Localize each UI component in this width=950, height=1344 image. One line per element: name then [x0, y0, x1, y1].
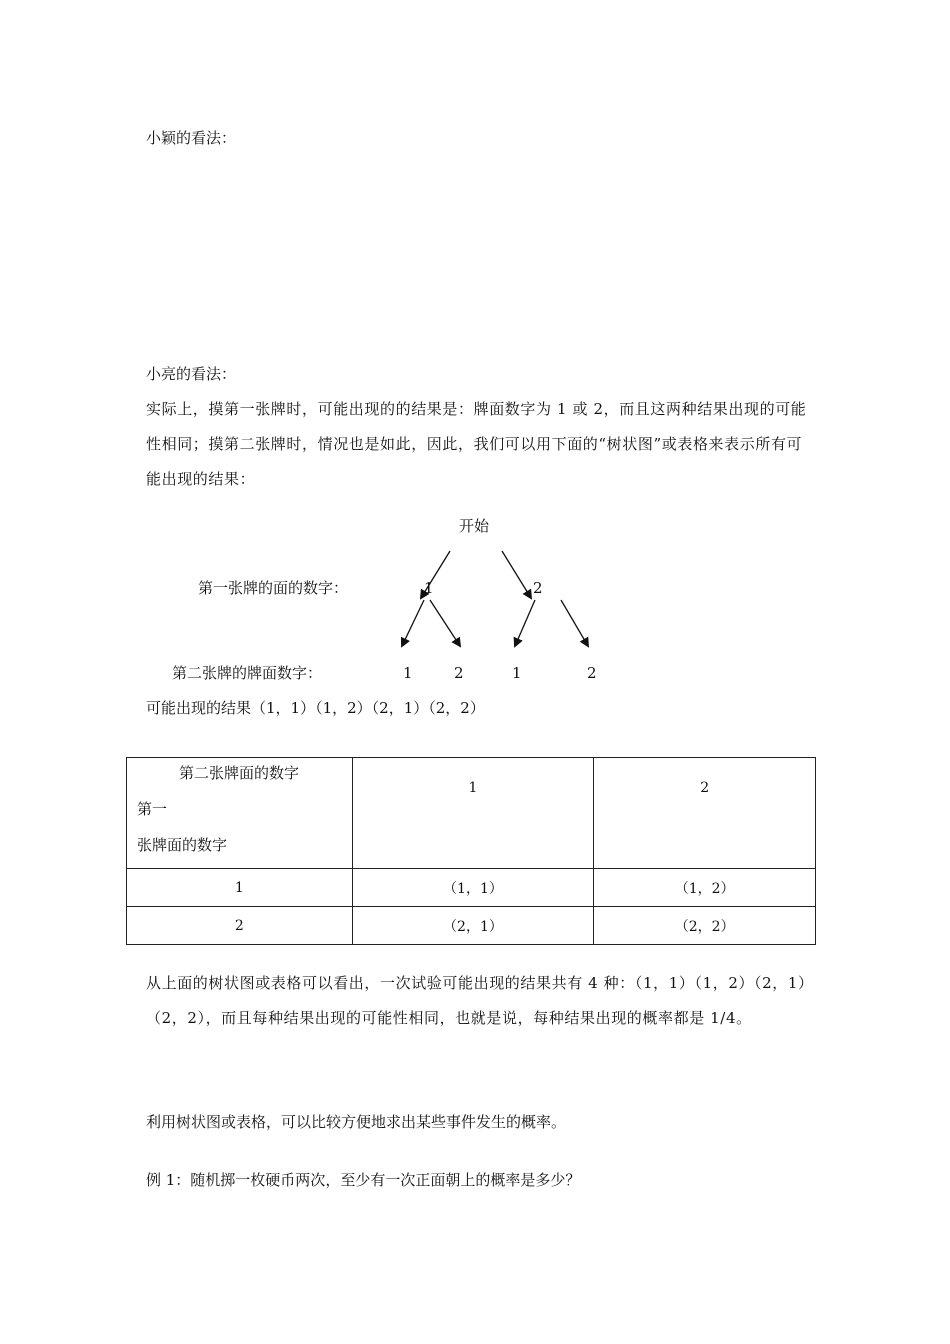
tree-arrow: [561, 600, 588, 646]
tree-level1-value: 2: [533, 579, 543, 597]
table-col-header: [352, 758, 594, 869]
table-col-header: [594, 758, 816, 869]
tree-root: 开始: [459, 517, 490, 535]
xiaoliang-paragraph: 实际上，摸第一张牌时，可能出现的的结果是：牌面数字为 1 或 2，而且这两种结果出现的可能性相同；摸第二张牌时，情况也是如此，因此，我们可以用下面的“树状图”或表格来表示所有可能出现的结果：: [146, 400, 807, 488]
table-row: [127, 907, 816, 945]
tree-arrow: [421, 551, 450, 598]
table-header-top: 第二张牌面的数字: [179, 764, 300, 782]
table-cell: （2，2）: [594, 907, 816, 945]
tree-arrow: [430, 600, 460, 646]
conclusion-paragraph: 从上面的树状图或表格可以看出，一次试验可能出现的结果共有 4 种：（1，1）（1，2）（2，1）（2，2），而且每种结果出现的可能性相同，也就是说，每种结果出现的概率都是 1/4。: [146, 974, 807, 1027]
tree-arrow: [402, 600, 424, 646]
table-row-header: 2: [127, 907, 353, 945]
table-cell: （1，2）: [594, 869, 816, 907]
table-cell: （1，1）: [352, 869, 594, 907]
table-header-left: 第一: [137, 800, 168, 818]
tree-level1-label: 第一张牌的面的数字：: [198, 579, 349, 597]
table-header-left: 张牌面的数字: [137, 836, 228, 854]
table-row-header: 1: [127, 869, 353, 907]
tree-arrow: [502, 551, 531, 598]
outcome-table: [126, 757, 816, 945]
xiaoliang-label: 小亮的看法：: [146, 365, 237, 383]
xiaoying-label: 小颖的看法：: [146, 129, 237, 147]
note-text: 利用树状图或表格，可以比较方便地求出某些事件发生的概率。: [146, 1113, 567, 1131]
table-col-header-text: 1: [468, 780, 478, 796]
example-1: 例 1：随机掷一枚硬币两次，至少有一次正面朝上的概率是多少？: [146, 1171, 581, 1189]
table-col-header-text: 2: [700, 780, 710, 796]
tree-level2-value: 2: [587, 664, 597, 682]
tree-level1-value: 1: [424, 579, 434, 597]
tree-level2-value: 2: [454, 664, 464, 682]
tree-arrow: [515, 600, 535, 646]
table-corner-cell: [127, 758, 353, 869]
tree-level2-label: 第二张牌的牌面数字：: [172, 664, 323, 682]
table-cell: （2，1）: [352, 907, 594, 945]
table-row: [127, 869, 816, 907]
tree-outcomes: 可能出现的结果（1，1）（1，2）（2，1）（2，2）: [146, 699, 485, 717]
tree-level2-value: 1: [403, 664, 413, 682]
tree-level2-value: 1: [512, 664, 522, 682]
